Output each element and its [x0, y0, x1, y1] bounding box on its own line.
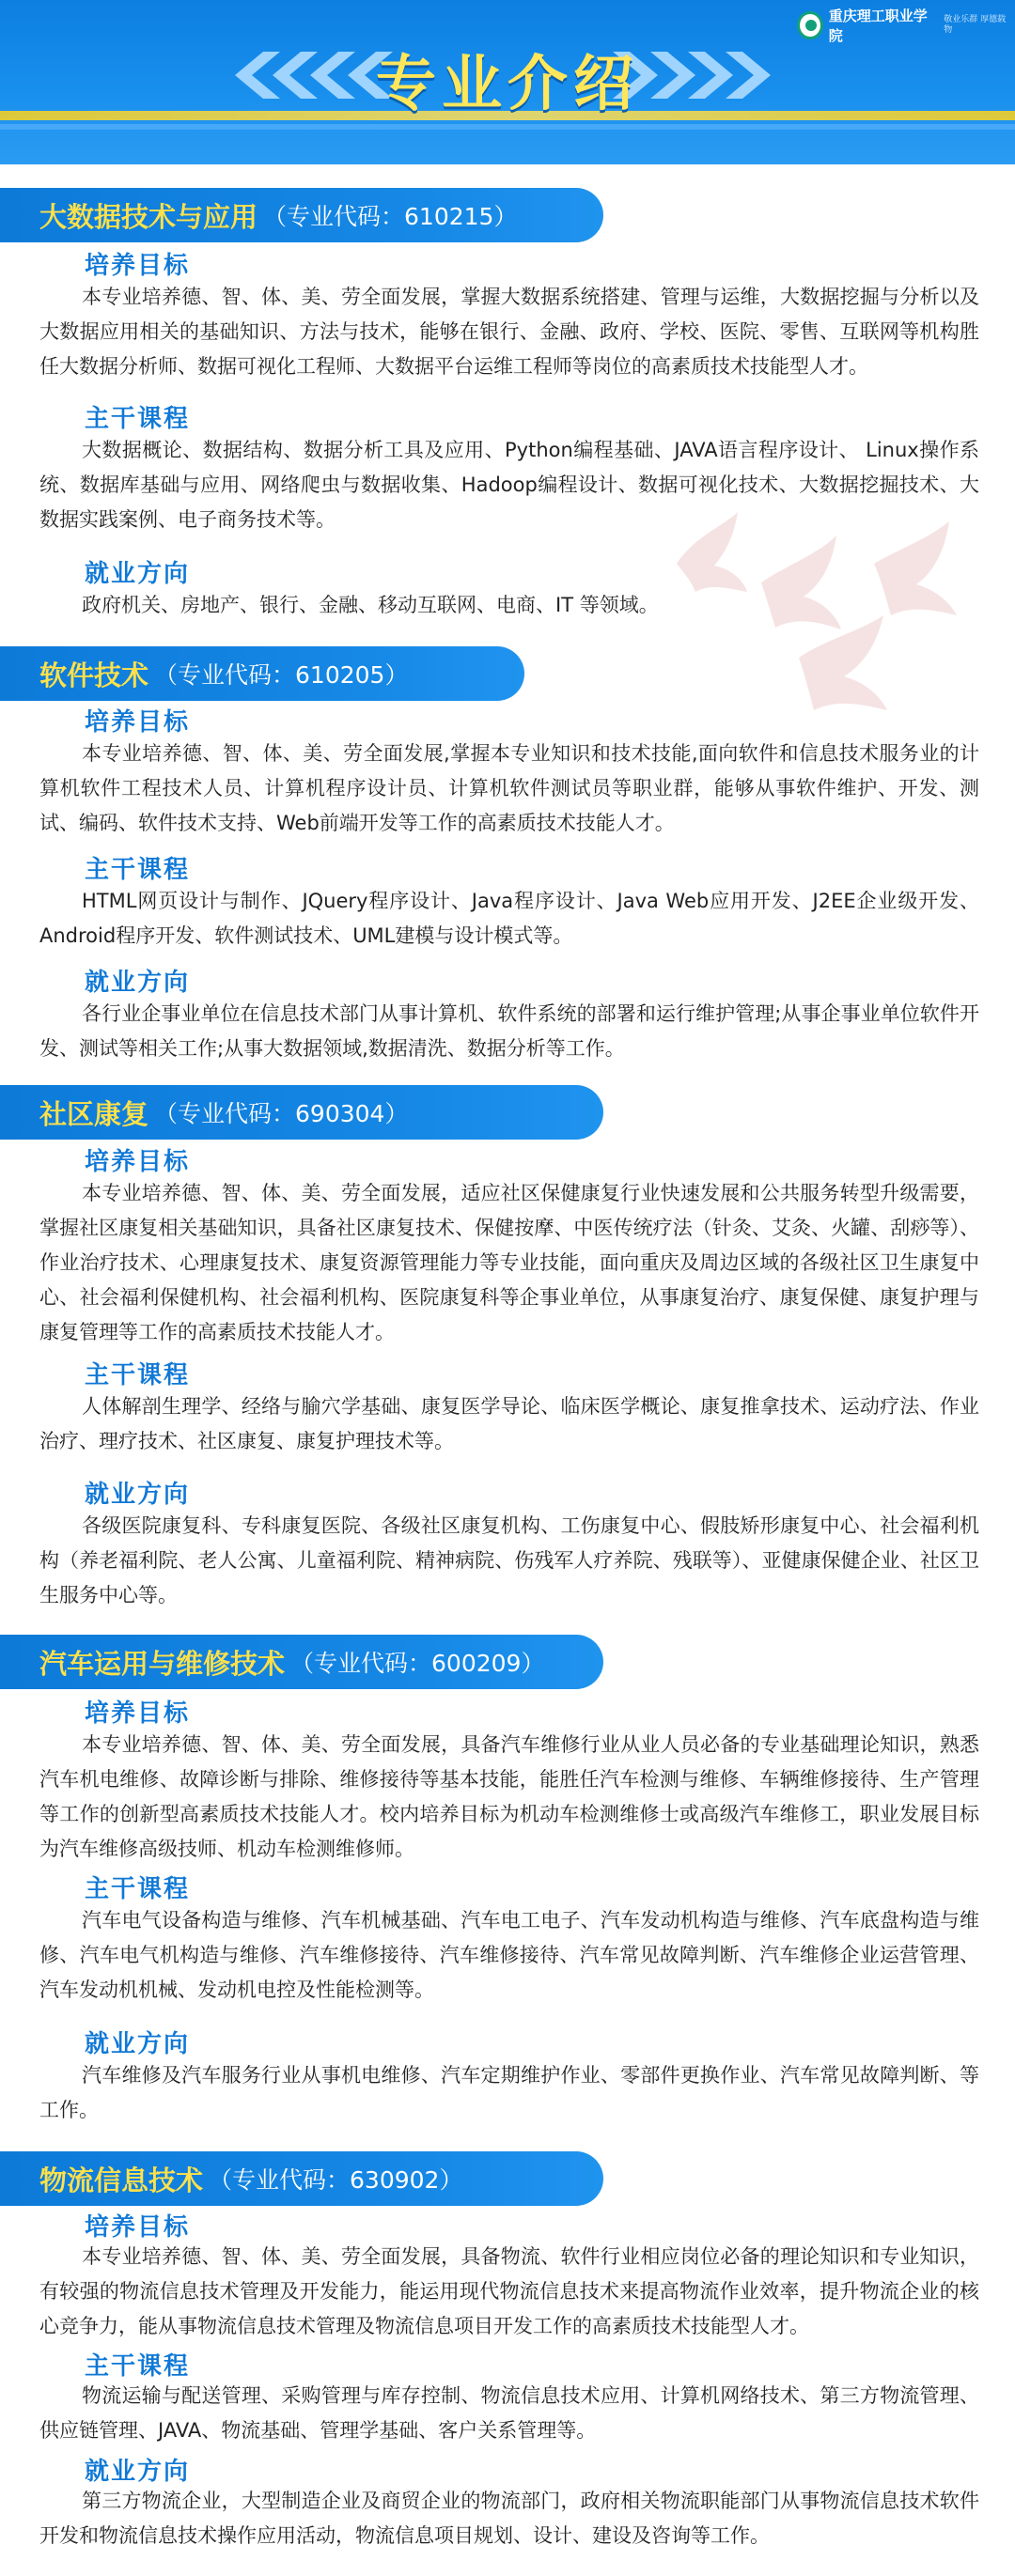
course-text: 汽车电气设备构造与维修、汽车机械基础、汽车电工电子、汽车发动机构造与维修、汽车底盘构造与维修、汽车电气机构造与维修、汽车维修接待、汽车维修接待、汽车常见故障判断、汽车维修企业运营管理、汽车发动机机械、发动机电控及性能检测等。 — [39, 1909, 979, 2001]
goal-label: 培养目标 — [85, 708, 191, 737]
section-name: 大数据技术与应用 — [39, 200, 258, 233]
course-label: 主干课程 — [85, 2352, 191, 2381]
goal-text: 本专业培养德、智、体、美、劳全面发展，适应社区保健康复行业快速发展和公共服务转型升级需要，掌握社区康复相关基础知识，具备社区康复技术、保健按摩、中医传统疗法（针灸、艾灸、火罐、刮痧等）、作业治疗技术、心理康复技术、康复资源管理能力等专业技能，面向重庆及周边区域的各级社区卫生康复中心、社会福利保健机构、社会福利机构、医院康复科等企事业单位，从事康复治疗、康复保健、康复护理与康复管理等工作的高素质技术技能人才。 — [39, 1182, 979, 1343]
school-logo — [797, 8, 1007, 43]
goal-label: 培养目标 — [85, 1699, 191, 1728]
course-text: 大数据概论、数据结构、数据分析工具及应用、Python编程基础、JAVA语言程序设计、 Linux操作系统、数据库基础与应用、网络爬虫与数据收集、Hadoop编程设计、数据可视化技术、大数据挖掘技术、大数据实践案例、电子商务技术等。 — [39, 439, 979, 531]
goal-label: 培养目标 — [85, 252, 191, 280]
job-text: 各级医院康复科、专科康复医院、各级社区康复机构、工伤康复中心、假肢矫形康复中心、社会福利机构（养老福利院、老人公寓、儿童福利院、精神病院、伤残军人疗养院、残联等）、亚健康保健企业、社区卫生服务中心等。 — [39, 1514, 979, 1606]
section-name: 软件技术 — [39, 659, 149, 691]
course-label: 主干课程 — [85, 856, 191, 884]
section-code: （专业代码：610215） — [263, 203, 518, 230]
course-text: HTML网页设计与制作、JQuery程序设计、Java程序设计、Java Web应用开发、J2EE企业级开发、Android程序开发、软件测试技术、UML建模与设计模式等。 — [39, 890, 979, 947]
goal-text: 本专业培养德、智、体、美、劳全面发展，具备物流、软件行业相应岗位必备的理论知识和专业知识，有较强的物流信息技术管理及开发能力，能运用现代物流信息技术来提高物流作业效率，提升物流企业的核心竞争力，能从事物流信息技术管理及物流信息项目开发工作的高素质技术技能型人才。 — [39, 2245, 979, 2337]
section-header-community-rehab — [0, 1085, 603, 1140]
course-text: 物流运输与配送管理、采购管理与库存控制、物流信息技术应用、计算机网络技术、第三方物流管理、供应链管理、JAVA、物流基础、管理学基础、客户关系管理等。 — [39, 2384, 979, 2442]
section-code: （专业代码：630902） — [209, 2166, 463, 2194]
page-title: 专业介绍 — [376, 50, 639, 119]
section-code: （专业代码：690304） — [154, 1100, 409, 1127]
section-header-auto-repair — [0, 1635, 603, 1689]
job-label: 就业方向 — [85, 969, 191, 997]
header-light-band — [0, 124, 1015, 130]
course-label: 主干课程 — [85, 1875, 191, 1903]
section-name: 物流信息技术 — [39, 2164, 204, 2196]
school-motto: 敬业乐群 厚德载物 — [944, 15, 1007, 35]
goal-text: 本专业培养德、智、体、美、劳全面发展，具备汽车维修行业从业人员必备的专业基础理论知识，熟悉汽车机电维修、故障诊断与排除、维修接待等基本技能，能胜任汽车检测与维修、车辆维修接待、生产管理等工作的创新型高素质技术技能人才。校内培养目标为机动车检测维修士或高级汽车维修工，职业发展目标为汽车维修高级技师、机动车检测维修师。 — [39, 1733, 979, 1860]
job-label: 就业方向 — [85, 2030, 191, 2058]
goal-label: 培养目标 — [85, 1148, 191, 1176]
job-text: 第三方物流企业，大型制造企业及商贸企业的物流部门，政府相关物流职能部门从事物流信息技术软件开发和物流信息技术操作应用活动，物流信息项目规划、设计、建设及咨询等工作。 — [39, 2490, 979, 2547]
job-label: 就业方向 — [85, 560, 191, 588]
page-header — [0, 0, 1015, 164]
section-code: （专业代码：610205） — [154, 661, 409, 689]
job-label: 就业方向 — [85, 1481, 191, 1509]
job-text: 各行业企事业单位在信息技术部门从事计算机、软件系统的部署和运行维护管理;从事企事业单位软件开发、测试等相关工作;从事大数据领域,数据清洗、数据分析等工作。 — [39, 1002, 979, 1060]
section-header-logistics-it — [0, 2151, 603, 2206]
course-label: 主干课程 — [85, 1361, 191, 1389]
goal-text: 本专业培养德、智、体、美、劳全面发展,掌握本专业知识和技术技能,面向软件和信息技术服务业的计算机软件工程技术人员、计算机程序设计员、计算机软件测试员等职业群，能够从事软件维护、开发、测试、编码、软件技术支持、Web前端开发等工作的高素质技术技能人才。 — [39, 742, 979, 834]
goal-text: 本专业培养德、智、体、美、劳全面发展，掌握大数据系统搭建、管理与运维，大数据挖掘与分析以及大数据应用相关的基础知识、方法与技术，能够在银行、金融、政府、学校、医院、零售、互联网等机构胜任大数据分析师、数据可视化工程师、大数据平台运维工程师等岗位的高素质技术技能型人才。 — [39, 286, 979, 378]
section-header-software — [0, 646, 524, 701]
school-name: 重庆理工职业学院 — [828, 8, 928, 44]
course-text: 人体解剖生理学、经络与腧穴学基础、康复医学导论、临床医学概论、康复推拿技术、运动疗法、作业治疗、理疗技术、社区康复、康复护理技术等。 — [39, 1395, 979, 1452]
job-text: 汽车维修及汽车服务行业从事机电维修、汽车定期维护作业、零部件更换作业、汽车常见故障判断、等工作。 — [39, 2064, 979, 2121]
section-code: （专业代码：600209） — [290, 1650, 545, 1677]
course-label: 主干课程 — [85, 405, 191, 433]
job-label: 就业方向 — [85, 2458, 191, 2486]
section-name: 汽车运用与维修技术 — [39, 1647, 286, 1680]
school-seal-icon — [797, 11, 823, 39]
section-header-big-data — [0, 188, 603, 242]
section-name: 社区康复 — [39, 1097, 149, 1130]
job-text: 政府机关、房地产、银行、金融、移动互联网、电商、IT 等领域。 — [82, 594, 659, 616]
goal-label: 培养目标 — [85, 2213, 191, 2242]
